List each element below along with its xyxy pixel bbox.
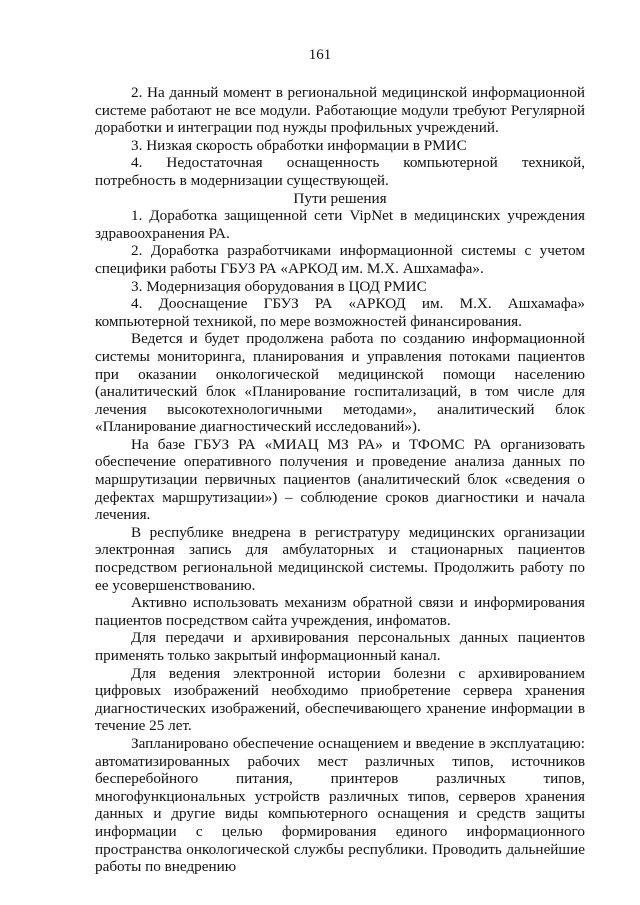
paragraph: На базе ГБУЗ РА «МИАЦ МЗ РА» и ТФОМС РА организовать обеспечение оперативного получения и проведение анализа данных по маршрутизации первичных пациентов (аналитический блок «сведения о дефектах маршрутизации») – соблюдение сроков диагностики и начала лечения. [95, 435, 585, 524]
paragraph: Активно использовать механизм обратной связи и информирования пациентов посредством сайта учреждения, инфоматов. [95, 594, 585, 629]
paragraph: 4. Недостаточная оснащенность компьютерной техникой, потребность в модернизации существующей. [95, 154, 585, 189]
paragraph: 2. На данный момент в региональной медицинской информационной системе работают не все модули. Работающие модули требуют Регулярной доработки и интеграции под нужды профильных учреждений. [95, 84, 585, 137]
paragraph: 3. Низкая скорость обработки информации в РМИС [131, 136, 467, 154]
paragraph: 3. Модернизация оборудования в ЦОД РМИС [131, 277, 427, 295]
document-body [95, 84, 585, 876]
section-heading: Пути решения [293, 189, 387, 207]
paragraph: 1. Доработка защищенной сети VipNet в медицинских учреждения здравоохранения РА. [95, 207, 585, 242]
paragraph: Ведется и будет продолжена работа по созданию информационной системы мониторинга, планирования и управления потоками пациентов при оказании онкологической медицинской помощи населению (аналитический блок «Планирование госпитализаций, в том числе для лечения высокотехнологичными методами», аналитический блок «Планирование диагностический исследований»). [95, 330, 585, 436]
paragraph: Для передачи и архивирования персональных данных пациентов применять только закрытый информационный канал. [95, 629, 585, 664]
paragraph: В республике внедрена в регистратуру медицинских организации электронная запись для амбулаторных и стационарных пациентов посредством региональной медицинской системы. Продолжить работу по ее усовершенствованию. [95, 523, 585, 594]
paragraph: 4. Дооснащение ГБУЗ РА «АРКОД им. М.Х. Ашхамафа» компьютерной техникой, по мере возможностей финансирования. [95, 295, 585, 330]
paragraph: Запланировано обеспечение оснащением и введение в эксплуатацию: автоматизированных рабочих мест различных типов, источников бесперебойного питания, принтеров различных типов, многофункциональных устройств различных типов, серверов хранения данных и другие виды компьютерного оснащения и средств защиты информации с целью формирования единого информационного пространства онкологической службы республики. Проводить дальнейшие работы по внедрению [95, 734, 585, 876]
paragraph: 2. Доработка разработчиками информационной системы с учетом специфики работы ГБУЗ РА «АРКОД им. М.Х. Ашхамафа». [95, 242, 585, 277]
page-number: 161 [308, 47, 332, 63]
paragraph: Для ведения электронной истории болезни с архивированием цифровых изображений необходимо приобретение сервера хранения диагностических изображений, обеспечивающего хранение информации в течение 25 лет. [95, 664, 585, 735]
